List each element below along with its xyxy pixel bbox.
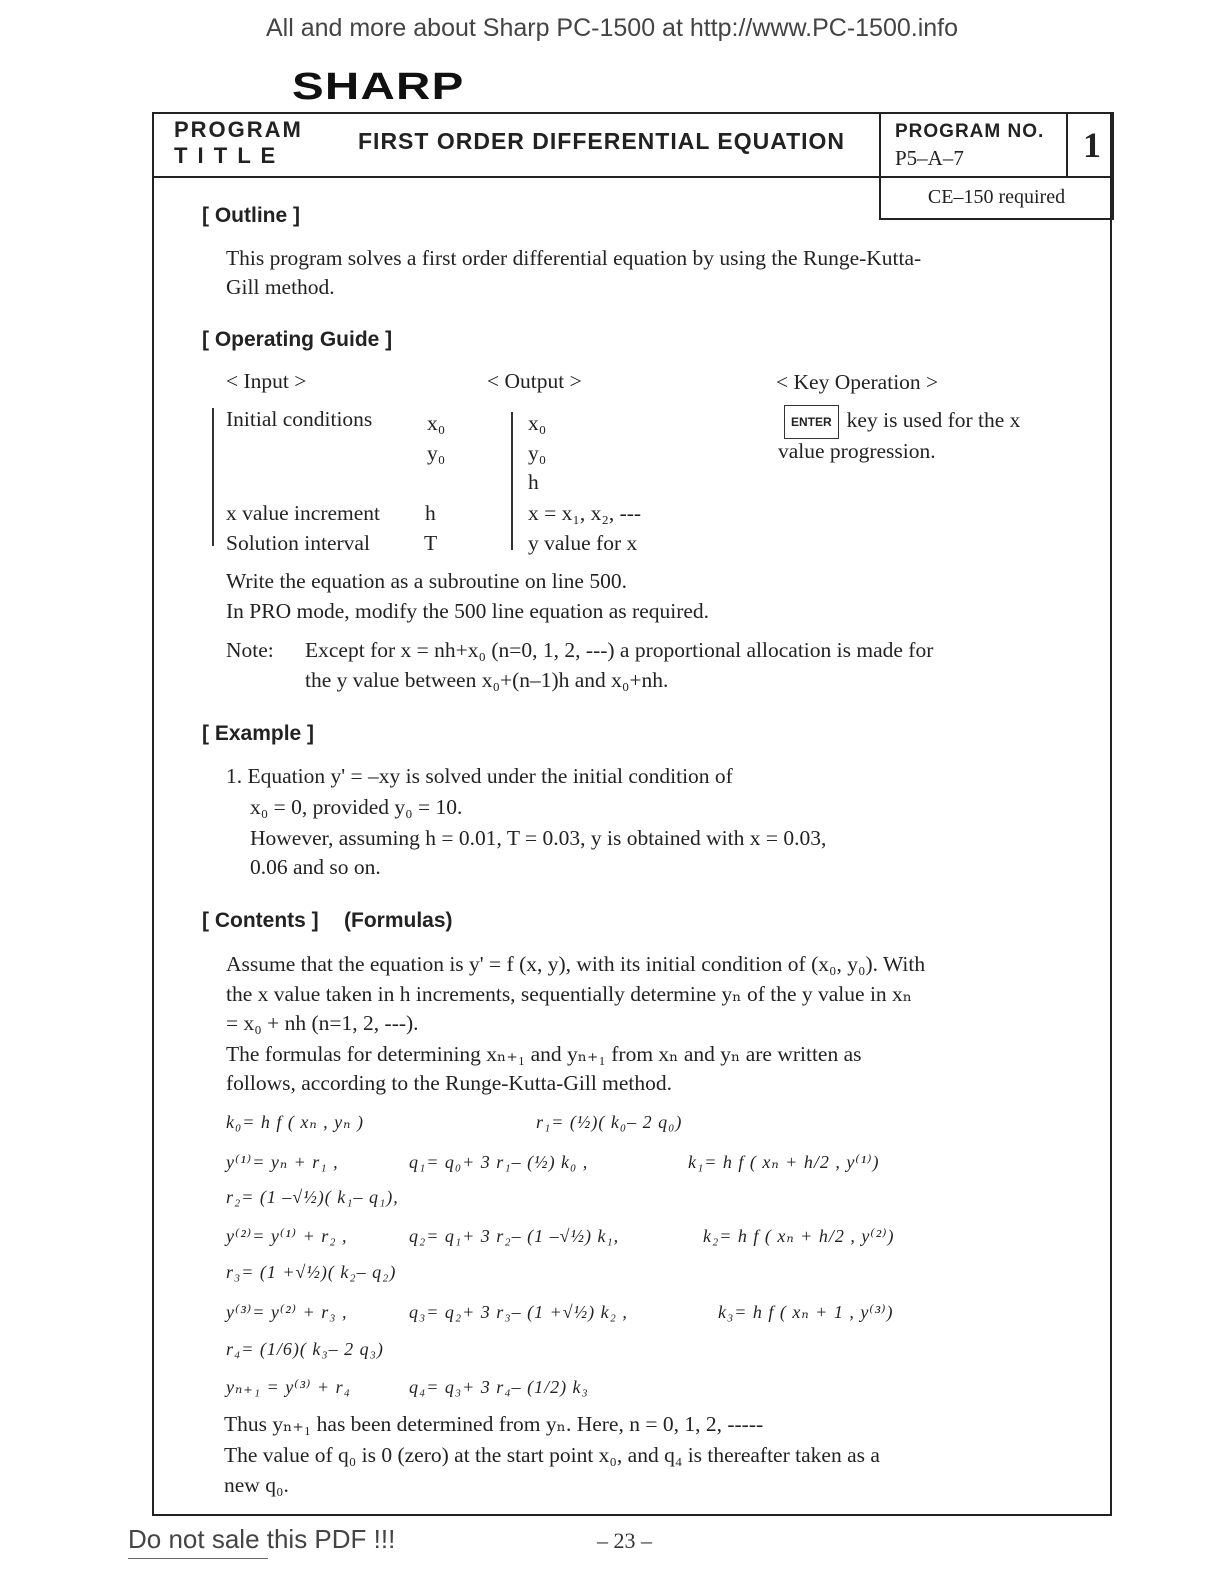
input-x-increment: x value increment [226,501,381,525]
input-solution-interval: Solution interval [226,531,370,555]
formula-y3: y⁽³⁾= y⁽²⁾ + r₃ , [226,1302,348,1322]
key-line-1-text: key is used for the x [846,408,1021,432]
enter-key-icon: ENTER [784,405,839,439]
note-line-2: the y value between x₀+(n–1)h and x₀+nh. [305,668,669,692]
brand-logo: SHARP [292,66,465,108]
program-title: FIRST ORDER DIFFERENTIAL EQUATION [358,128,846,154]
key-line-2: value progression. [778,439,936,463]
outline-line-2: Gill method. [226,275,335,299]
formula-r2: r₂= (1 –√½)( k₁– q₁), [226,1187,399,1207]
header-url-line: All and more about Sharp PC-1500 at http://www.PC-1500.info [265,14,959,42]
formula-r3: r₃= (1 +√½)( k₂– q₂) [226,1262,397,1282]
input-header: < Input > [226,369,307,393]
input-y0: y₀ [427,441,446,465]
contents-heading: [ Contents ] [202,909,319,932]
program-title-label [174,117,303,169]
input-initial-conditions: Initial conditions [226,407,373,431]
output-y-value: y value for x [528,531,638,555]
footer-notice: Do not sale this PDF !!! [128,1524,396,1554]
title-divider-2 [1066,112,1068,178]
footer-underline [128,1558,268,1559]
program-label-1: PROGRAM [174,117,303,142]
program-number-label: PROGRAM NO. [895,121,1045,142]
contents-para-5: follows, according to the Runge-Kutta-Gill method. [226,1071,673,1095]
formula-y1: y⁽¹⁾= yₙ + r₁ , [226,1152,339,1172]
formula-r4: r₄= (1/6)( k₃– 2 q₃) [226,1339,384,1359]
write-line-1: Write the equation as a subroutine on line 500. [226,569,627,593]
formula-q1: q₁= q₀+ 3 r₁– (½) k₀ , [409,1152,589,1172]
note-line-1: Except for x = nh+x₀ (n=0, 1, 2, ---) a proportional allocation is made for [305,638,934,662]
formula-r1: r₁= (½)( k₀– 2 q₀) [536,1112,683,1132]
example-line-2: x₀ = 0, provided y₀ = 10. [250,795,463,819]
output-x0: x₀ [528,411,547,435]
contents-para-3: = x₀ + nh (n=1, 2, ---). [226,1011,419,1035]
formulas-subheading: (Formulas) [344,909,453,932]
output-brace [511,412,513,550]
formula-k1: k₁= h f ( xₙ + h/2 , y⁽¹⁾) [688,1152,880,1172]
contents-para-1: Assume that the equation is y' = f (x, y), with its initial condition of (x₀, y₀). With [226,952,926,976]
title-divider-1 [879,112,881,178]
write-line-2: In PRO mode, modify the 500 line equation as required. [226,599,710,623]
example-line-4: 0.06 and so on. [250,855,381,879]
contents-para-4: The formulas for determining xₙ₊₁ and yₙ₊₁ from xₙ and yₙ are written as [226,1042,862,1066]
formula-q2: q₂= q₁+ 3 r₂– (1 –√½) k₁, [409,1226,620,1246]
formula-y2: y⁽²⁾= y⁽¹⁾ + r₂ , [226,1226,348,1246]
outline-line-1: This program solves a first order differential equation by using the Runge-Kutta- [226,246,922,270]
note-label: Note: [226,638,274,662]
formula-k2: k₂= h f ( xₙ + h/2 , y⁽²⁾) [703,1226,895,1246]
formula-q4: q₄= q₃+ 3 r₄– (1/2) k₃ [409,1377,589,1397]
formula-yn1: yₙ₊₁ = y⁽³⁾ + r₄ [226,1377,351,1397]
requirement-box: CE–150 required [879,176,1114,220]
output-y0: y₀ [528,441,547,465]
outline-heading: [ Outline ] [202,204,300,227]
output-h: h [528,470,539,494]
example-line-1: 1. Equation y' = –xy is solved under the initial condition of [226,764,733,788]
page-number: – 23 – [597,1528,652,1553]
closing-line-2: The value of q₀ is 0 (zero) at the start point x₀, and q₄ is thereafter taken as a [224,1443,880,1467]
operating-guide-heading: [ Operating Guide ] [202,328,393,351]
example-heading: [ Example ] [202,722,315,745]
formula-k3: k₃= h f ( xₙ + 1 , y⁽³⁾) [718,1302,894,1322]
program-number-value: P5–A–7 [895,146,964,170]
closing-line-3: new q₀. [224,1473,289,1497]
formula-k0: k₀= h f ( xₙ , yₙ ) [226,1112,364,1132]
input-h: h [425,501,436,525]
key-operation-header: < Key Operation > [776,370,939,394]
example-line-3: However, assuming h = 0.01, T = 0.03, y is obtained with x = 0.03, [250,826,827,850]
closing-line-1: Thus yₙ₊₁ has been determined from yₙ. Here, n = 0, 1, 2, ----- [224,1412,764,1436]
program-label-2: T I T L E [174,143,278,168]
input-T: T [424,531,438,555]
key-line-1 [784,405,1020,439]
output-header: < Output > [487,369,582,393]
contents-para-2: the x value taken in h increments, sequentially determine yₙ of the y value in xₙ [226,982,913,1006]
output-x-values: x = x₁, x₂, --- [528,501,642,525]
input-x0: x₀ [427,411,446,435]
input-brace [212,408,214,546]
sheet-number: 1 [1083,125,1101,165]
formula-q3: q₃= q₂+ 3 r₃– (1 +√½) k₂ , [409,1302,628,1322]
